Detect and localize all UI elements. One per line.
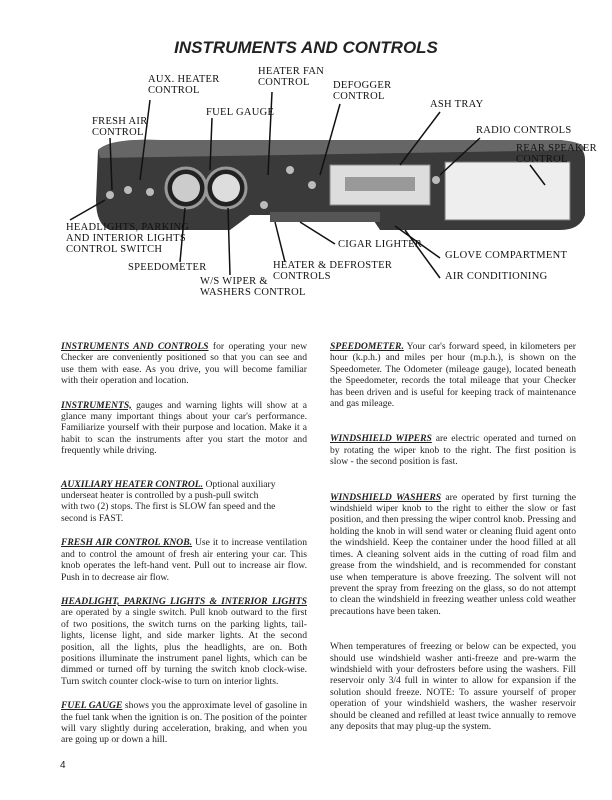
paragraph [330,341,576,409]
callout-line: HEADLIGHTS, PARKING [66,222,190,233]
paragraph-text: are operated by a single switch. Pull knob outward to the first of two positions, the switch turns on the parking lights, tail-lights, license light, and side marker lights. At the second position, all the lights, plus the headlights, are on. Both positions illuminate the instrument panel lights, which can be dimmed or turned off by turning the switch knob clock-wise. Turn switch counter clock-wise to turn on interior lights. [61,607,307,687]
paragraph-text: Use it to increase ventilation and to control the amount of fresh air entering your car. This knob operates the left-hand vent. Pull out to increase air flow. Push in to decrease air flow. [61,537,307,583]
callout-fresh-air [92,116,148,138]
callout-line: WASHERS CONTROL [200,287,306,298]
paragraph-heading: INSTRUMENTS, [61,399,132,411]
paragraph-text: are electric operated and turned on by rotating the wiper knob to the right. The first position is slow - the second position is fast. [330,433,576,468]
callout-line: AND INTERIOR LIGHTS [66,233,187,244]
paragraph-heading: AUXILIARY HEATER CONTROL. [61,478,204,490]
paragraph [61,700,307,746]
callout-aux-heater [148,74,220,96]
callout-heater-fan [258,66,324,88]
callout-defogger [333,80,391,102]
callout-line: CONTROL [92,127,144,138]
callout-line: CONTROL [333,91,385,102]
paragraph-text: shows you the approximate level of gasoline in the fuel tank when the ignition is on. The position of the pointer will vary slightly during acceleration, braking, and when you are going up or down a hill. [61,700,307,746]
paragraph [61,537,307,583]
callout-rear-speaker [516,143,597,165]
callout-glove-compartment: GLOVE COMPARTMENT [445,250,568,261]
page-title: INSTRUMENTS AND CONTROLS [174,38,438,57]
paragraph-text: gauges and warning lights will show at a glance many important things about your car's performance. Familiarize yourself with their purpose and location. Make it a habit to scan the instruments after you start the motor and frequently while driving. [61,399,307,457]
left-column [61,341,307,759]
callout-air-conditioning: AIR CONDITIONING [445,271,548,282]
callout-speedometer: SPEEDOMETER [128,262,207,273]
paragraph [61,400,307,457]
callout-ash-tray: ASH TRAY [430,99,484,110]
paragraph [61,596,307,687]
callout-radio: RADIO CONTROLS [476,125,572,136]
callout-line: CONTROLS [273,271,331,282]
callout-fuel-gauge: FUEL GAUGE [206,107,275,118]
callout-line: HEATER & DEFROSTER [273,260,393,271]
paragraph-heading: FUEL GAUGE [61,700,123,712]
paragraph [330,641,576,732]
paragraph-text: are operated by first turning the windshield wiper knob to the right to either the slow or fast position, and then pressing the wiper control knob. Pressing and holding the knob in will send water or cleaning fluid agent onto the windshield. Keep the container under the hood filled at all times. A cleaning solvent aids in the cutting of road film and grease from the windshield, and is recommended for constant use when temperature is above freezing. The solvent will not prevent the spray from freezing on the glass, so do not attempt to clean the windshield in freezing weather unless cold weather precautions have been taken. [330,491,577,617]
callout-cigar-lighter: CIGAR LIGHTER [338,239,423,250]
callout-line: HEATER FAN [258,66,325,77]
paragraph-heading: FRESH AIR CONTROL KNOB. [61,537,193,549]
paragraph [61,479,276,525]
callout-headlights [66,222,189,255]
paragraph-heading: HEADLIGHT, PARKING LIGHTS & INTERIOR LIGHTS [61,595,307,607]
paragraph [330,433,576,467]
callout-line: DEFOGGER [333,80,392,91]
paragraph-heading: WINDSHIELD WIPERS [330,433,432,445]
right-column [330,341,576,745]
paragraph [330,492,576,617]
paragraph-text: When temperatures of freezing or below can be expected, you should use windshield washer anti-freeze and pre-warm the windshield with your defrosters before using the washers. Fill reservoir only 3/4 full in winter to allow for expansion if the solution should freeze. NOTE: To assure yourself of proper operation of your windshield washers, the washer reservoir should be cleaned and refilled at least twice annually to remove any deposits that may plug-up the system. [330,641,576,732]
callout-heater-defroster [273,260,392,282]
page-number: 4 [60,760,66,771]
paragraph-text: Your car's forward speed, in kilometers per hour (k.p.h.) and miles per hour (m.p.h.), is shown on the Speedometer. The Odometer (mileage gauge), located beneath the Speedometer, records the total mileage that your Checker has been driven and is useful for keeping track of maintenance and gas mileage. [330,341,576,410]
paragraph-heading: INSTRUMENTS AND CONTROLS [61,341,209,352]
callout-line: CONTROL [516,154,568,165]
paragraph [61,341,307,387]
callout-line: REAR SPEAKER [516,143,597,154]
paragraph-heading: WINDSHIELD WASHERS [330,491,442,503]
callout-line: AUX. HEATER [148,74,220,85]
callout-line: CONTROL [148,85,200,96]
callout-line: W/S WIPER & [200,276,268,287]
callout-line: CONTROL [258,77,310,88]
callout-line: FRESH AIR [92,116,148,127]
paragraph-text: Optional auxiliary underseat heater is controlled by a push-pull switch with two (2) stops. The first is SLOW fan speed and the second is FAST. [61,478,276,524]
callout-line: CONTROL SWITCH [66,244,163,255]
paragraph-heading: SPEEDOMETER. [330,341,404,352]
paragraph-text: for operating your new Checker are conveniently positioned so that you can see and use them with ease. As you drive, you will become familiar with their operation and location. [61,341,307,387]
